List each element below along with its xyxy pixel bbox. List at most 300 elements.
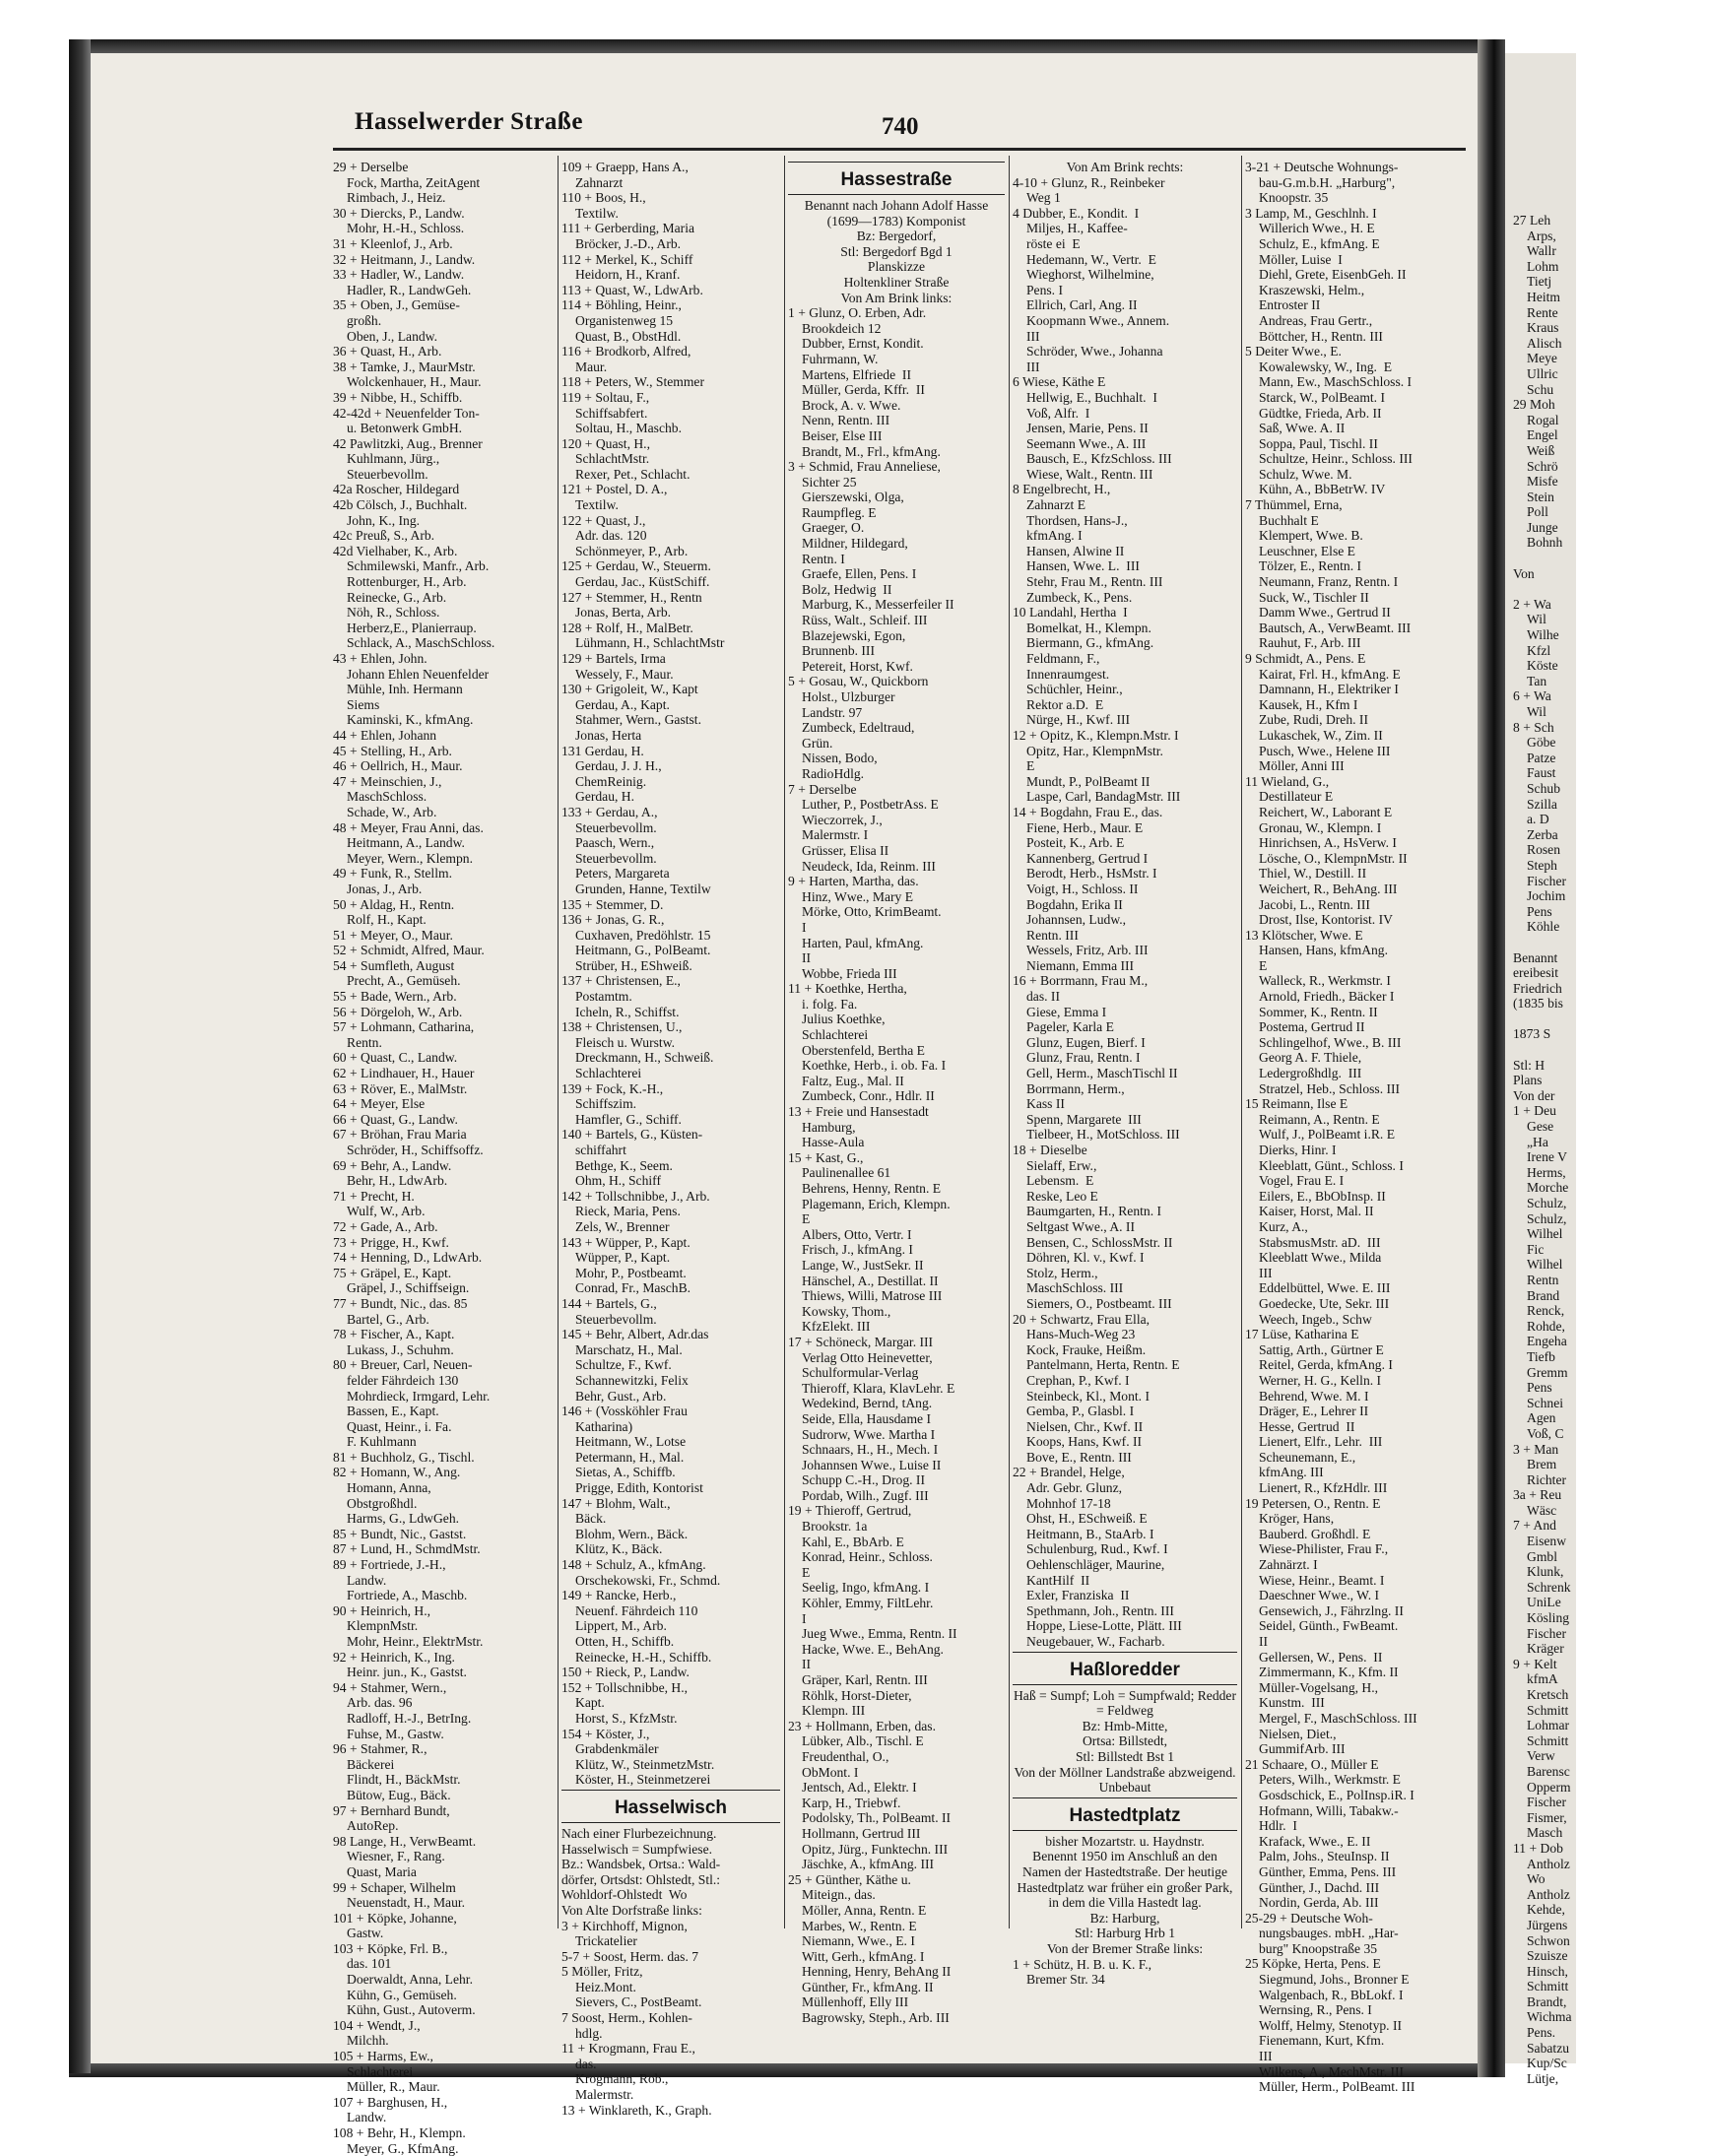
house-number-entry: 112 + Merkel, K., Schiff <box>561 251 693 267</box>
resident-entry: Neuenstadt, H., Maur. <box>347 1895 466 1911</box>
resident-entry: Wieghorst, Wilhelmine, <box>1026 267 1154 283</box>
resident-entry: Schröder, H., Schiffsoffz. <box>347 1143 484 1157</box>
house-number-entry: 20 + Schwartz, Frau Ella, <box>1013 1311 1151 1327</box>
resident-entry: Renck, <box>1527 1303 1565 1319</box>
resident-entry: Kraus <box>1527 320 1559 336</box>
resident-entry: Steuerbevollm. <box>575 819 657 835</box>
resident-entry: Rexer, Pet., Schlacht. <box>575 466 691 482</box>
resident-entry: Döhren, Kl. v., Kwf. I <box>1026 1250 1145 1266</box>
resident-entry: Patze <box>1527 750 1556 765</box>
house-number-entry: 5 + Gosau, W., Quickborn <box>788 674 929 689</box>
resident-entry: Niemann, Emma III <box>1026 957 1135 973</box>
resident-entry: Göbe <box>1527 735 1556 751</box>
house-number-entry: 50 + Aldag, H., Rentn. <box>333 896 455 912</box>
resident-entry: ObMont. I <box>802 1764 859 1780</box>
resident-entry: Wilhel <box>1527 1257 1563 1273</box>
resident-entry: Seide, Ella, Hausdame I <box>802 1410 931 1426</box>
resident-entry: Arb. das. 96 <box>347 1695 413 1711</box>
resident-entry: Eilers, E., BbObInsp. II <box>1259 1188 1386 1204</box>
resident-entry: Gmbl <box>1527 1548 1557 1564</box>
resident-entry: Rente <box>1527 304 1558 320</box>
resident-entry: Engeha <box>1527 1334 1567 1349</box>
resident-entry: Voigt, H., Schloss. II <box>1026 881 1139 896</box>
resident-entry: Mohr, H.-H., Schloss. <box>347 221 465 236</box>
resident-entry: Kleeblatt Wwe., Milda <box>1259 1250 1382 1266</box>
resident-entry: Gese <box>1527 1119 1554 1135</box>
resident-entry: Oberstenfeld, Bertha E <box>802 1042 925 1058</box>
resident-entry: Kaminski, K., kfmAng. <box>347 712 474 728</box>
resident-entry: Mergel, F., MaschSchloss. III <box>1259 1710 1417 1726</box>
house-number-entry: 101 + Köpke, Johanne, <box>333 1910 457 1926</box>
resident-entry: Thieroff, Klara, KlavLehr. E <box>802 1380 955 1396</box>
resident-entry: Kahl, E., BbArb. E <box>802 1534 904 1549</box>
resident-entry: Thiel, W., Destill. II <box>1259 866 1367 882</box>
resident-entry: Gosdschick, E., PolInsp.iR. I <box>1259 1787 1414 1802</box>
resident-entry: Saß, Wwe. A. II <box>1259 421 1346 436</box>
resident-entry: Marschatz, H., Mal. <box>575 1341 683 1357</box>
resident-entry: Kösling <box>1527 1610 1570 1626</box>
resident-entry: Rogal <box>1527 412 1559 427</box>
resident-entry: Kühn, A., BbBetrW. IV <box>1259 482 1386 497</box>
resident-entry: burg" Knoopstraße 35 <box>1259 1940 1378 1956</box>
house-number-entry: 29 Moh <box>1513 397 1555 413</box>
resident-entry: Hedemann, W., Vertr. E <box>1026 251 1156 267</box>
house-number-entry: 131 Gerdau, H. <box>561 743 644 758</box>
resident-entry: Freudenthal, O., <box>802 1748 889 1764</box>
resident-entry: Nürge, H., Kwf. III <box>1026 712 1131 728</box>
resident-entry: Schlack, A., MaschSchloss. <box>347 635 495 651</box>
house-number-entry: 147 + Blohm, Walt., <box>561 1495 671 1511</box>
street-note: Ortsa: Billstedt, <box>1082 1733 1168 1749</box>
resident-entry: Müllenhoff, Elly III <box>802 1994 909 2010</box>
house-number-entry: 39 + Nibbe, H., Schiffb. <box>333 389 463 405</box>
resident-entry: Jacobi, L., Rentn. III <box>1259 896 1370 912</box>
resident-entry: Bagrowsky, Steph., Arb. III <box>802 2010 950 2026</box>
resident-entry: Albers, Otto, Vertr. I <box>802 1226 912 1242</box>
resident-entry: Berodt, Herb., HsMstr. I <box>1026 866 1157 882</box>
house-number-entry: 148 + Schulz, A., kfmAng. <box>561 1557 706 1573</box>
resident-entry: Graefe, Ellen, Pens. I <box>802 566 917 582</box>
resident-entry: Irene V <box>1527 1149 1567 1165</box>
resident-entry: Nenn, Rentn. III <box>802 413 890 428</box>
resident-entry: Jäschke, A., kfmAng. III <box>802 1857 935 1872</box>
house-number-entry: 82 + Homann, W., Ang. <box>333 1465 461 1480</box>
resident-entry: Scheunemann, E., <box>1259 1449 1356 1465</box>
resident-entry: Bensen, C., SchlossMstr. II <box>1026 1234 1173 1250</box>
house-number-entry: 92 + Heinrich, K., Ing. <box>333 1649 455 1665</box>
house-number-entry: 74 + Henning, D., LdwArb. <box>333 1250 483 1266</box>
house-number-entry: 3 + Man <box>1513 1441 1559 1457</box>
resident-entry: röste ei E <box>1026 235 1081 251</box>
house-number-entry: 146 + (Vossköhler Frau <box>561 1404 688 1419</box>
resident-entry: Tiefb <box>1527 1348 1555 1364</box>
resident-entry: Wilkens, A., MechMstr. III <box>1259 2063 1405 2079</box>
resident-entry: Stehr, Frau M., Rentn. III <box>1026 574 1163 590</box>
resident-entry: Jueg Wwe., Emma, Rentn. II <box>802 1626 957 1642</box>
house-number-entry: (1835 bis <box>1513 996 1563 1012</box>
house-number-entry: 32 + Heitmann, J., Landw. <box>333 251 476 267</box>
resident-entry: Nissen, Bodo, <box>802 751 878 766</box>
house-number-entry: 108 + Behr, H., Klempn. <box>333 2125 466 2140</box>
resident-entry: Rolf, H., Kapt. <box>347 912 427 928</box>
resident-entry: Grunden, Hanne, Textilw <box>575 881 711 896</box>
house-number-entry: 55 + Bade, Wern., Arb. <box>333 989 457 1005</box>
resident-entry: Wernsing, R., Pens. I <box>1259 2002 1372 2018</box>
resident-entry: Neugebauer, W., Facharb. <box>1026 1634 1165 1649</box>
house-number-entry: 1 + Glunz, O. Erben, Adr. <box>788 305 927 321</box>
house-number-entry: 114 + Böhling, Heinr., <box>561 297 682 313</box>
resident-entry: Weiß <box>1527 442 1555 458</box>
house-number-entry: 25 + Günther, Käthe u. <box>788 1871 911 1887</box>
house-number-entry: 11 Wieland, G., <box>1245 773 1330 789</box>
resident-entry: Mohrdieck, Irmgard, Lehr. <box>347 1388 491 1404</box>
resident-entry: Graeger, O. <box>802 520 865 536</box>
resident-entry: Schulenburg, Rud., Kwf. I <box>1026 1541 1168 1557</box>
resident-entry: Klempn. III <box>802 1703 866 1719</box>
resident-entry: Cuxhaven, Predöhlstr. 15 <box>575 927 711 943</box>
resident-entry: Wiese, Heinr., Beamt. I <box>1259 1572 1385 1588</box>
resident-entry: kfmAng. III <box>1259 1465 1324 1480</box>
resident-entry: Klütz, K., Bäck. <box>575 1541 663 1557</box>
house-number-entry: 13 + Winklareth, K., Graph. <box>561 2102 712 2118</box>
resident-entry: Frisch, J., kfmAng. I <box>802 1242 913 1258</box>
resident-entry: Köste <box>1527 658 1558 674</box>
resident-entry: Posteit, K., Arb. E <box>1026 835 1125 851</box>
resident-entry: Antholz <box>1527 1886 1570 1902</box>
resident-entry: Kurz, A., <box>1259 1218 1308 1234</box>
resident-entry: Gerdau, A., Kapt. <box>575 696 670 712</box>
resident-entry: Horst, S., KfzMstr. <box>575 1710 678 1726</box>
resident-entry: Güdtke, Frieda, Arb. II <box>1259 405 1382 421</box>
resident-entry: Günther, Emma, Pens. III <box>1259 1863 1397 1879</box>
resident-entry: Junge <box>1527 519 1558 535</box>
resident-entry: KantHilf II <box>1026 1572 1090 1588</box>
house-number-entry: 71 + Precht, H. <box>333 1188 415 1204</box>
resident-entry: Landw. <box>347 1572 387 1588</box>
resident-entry: Oben, J., Landw. <box>347 328 437 344</box>
resident-entry: Schultze, F., Kwf. <box>575 1357 672 1373</box>
house-number-entry: 6 Wiese, Käthe E <box>1013 374 1106 390</box>
resident-entry: Gellersen, W., Pens. II <box>1259 1649 1383 1665</box>
resident-entry: Trickatelier <box>575 1933 637 1949</box>
resident-entry: E <box>1259 957 1268 973</box>
house-number-entry: 1 + Schütz, H. B. u. K. F., <box>1013 1956 1152 1972</box>
resident-entry: Borrmann, Herm., <box>1026 1080 1125 1096</box>
resident-entry: Blohm, Wern., Bäck. <box>575 1526 689 1541</box>
resident-entry: Behrens, Henny, Rentn. E <box>802 1181 942 1196</box>
house-number-entry: 9 + Harten, Martha, das. <box>788 874 919 889</box>
resident-entry: Jürgens <box>1527 1917 1568 1932</box>
house-number-entry: 15 + Kast, G., <box>788 1149 864 1165</box>
resident-entry: Alisch <box>1527 335 1562 351</box>
house-number-entry: 1 + Deu <box>1513 1103 1556 1119</box>
house-number-entry: 5-7 + Soost, Herm. das. 7 <box>561 1948 699 1964</box>
resident-entry: Meyer, Wern., Klempn. <box>347 850 473 866</box>
resident-entry: Quast, Heinr., i. Fa. <box>347 1418 452 1434</box>
house-number-entry: 99 + Schaper, Wilhelm <box>333 1879 456 1895</box>
resident-entry: Verw <box>1527 1748 1555 1764</box>
resident-entry: III <box>1259 1265 1273 1280</box>
column-rule <box>1241 156 1242 1928</box>
resident-entry: Fleisch u. Wurstw. <box>575 1034 676 1050</box>
resident-entry: Petermann, H., Mal. <box>575 1449 685 1465</box>
resident-entry: kfmAng. I <box>1026 528 1083 544</box>
resident-entry: Lippert, M., Arb. <box>575 1618 667 1634</box>
resident-entry: Heitmann, B., StaArb. I <box>1026 1526 1154 1541</box>
house-number-entry: 17 Lüse, Katharina E <box>1245 1327 1359 1342</box>
resident-entry: Möller, Anna, Rentn. E <box>802 1902 927 1918</box>
house-number-entry: 3 Lamp, M., Geschlnh. I <box>1245 205 1377 221</box>
resident-entry: Jochim <box>1527 888 1566 904</box>
directory-column-2 <box>561 160 780 2118</box>
resident-entry: Kass II <box>1026 1096 1065 1112</box>
resident-entry: Nöh, R., Schloss. <box>347 605 440 621</box>
house-number-entry: 42d Vielhaber, K., Arb. <box>333 543 458 558</box>
resident-entry: Organistenweg 15 <box>575 312 674 328</box>
resident-entry: Köhle <box>1527 919 1560 935</box>
resident-entry: Bäckerei <box>347 1756 395 1772</box>
resident-entry: I <box>802 919 807 935</box>
resident-entry: Wilhel <box>1527 1226 1563 1242</box>
resident-entry: Gensewich, J., Fährzlng. II <box>1259 1602 1404 1618</box>
resident-entry: Destillateur E <box>1259 789 1334 805</box>
house-number-entry: 1873 S <box>1513 1026 1551 1042</box>
resident-entry: Bomelkat, H., Klempn. <box>1026 620 1151 635</box>
house-number-entry: 121 + Postel, D. A., <box>561 482 668 497</box>
resident-entry: Julius Koethke, <box>802 1012 886 1027</box>
resident-entry: Zahnärzt. I <box>1259 1557 1318 1573</box>
resident-entry: Malermstr. I <box>802 827 869 843</box>
resident-entry: Szuisze <box>1527 1948 1568 1964</box>
street-heading: Hassestraße <box>840 169 953 190</box>
resident-entry: Reimann, A., Rentn. E <box>1259 1111 1380 1127</box>
resident-entry: Schmitt <box>1527 1979 1569 1994</box>
house-number-entry: 75 + Gräpel, E., Kapt. <box>333 1265 452 1280</box>
house-number-entry: 13 Klötscher, Wwe. E <box>1245 927 1363 943</box>
resident-entry: Fortriede, A., Maschb. <box>347 1588 468 1603</box>
resident-entry: Barensc <box>1527 1763 1570 1779</box>
resident-entry: Mildner, Hildegard, <box>802 536 908 552</box>
resident-entry: Kup/Sc <box>1527 2056 1567 2071</box>
resident-entry: Kröger, Hans, <box>1259 1511 1335 1527</box>
resident-entry: Siemers, O., Postbeamt. III <box>1026 1295 1172 1311</box>
house-number-entry: 56 + Dörgeloh, W., Arb. <box>333 1004 463 1019</box>
resident-entry: Faltz, Eug., Mal. II <box>802 1073 904 1088</box>
house-number-entry <box>1513 935 1710 950</box>
resident-entry: Behrend, Wwe. M. I <box>1259 1388 1369 1404</box>
house-number-entry: 139 + Fock, K.-H., <box>561 1080 664 1096</box>
resident-entry: Pageler, Karla E <box>1026 1019 1114 1035</box>
resident-entry: Blazejewski, Egon, <box>802 627 906 643</box>
resident-entry: Plagemann, Erich, Klempn. <box>802 1196 951 1211</box>
street-note: Benennt 1950 im Anschluß an den Namen der Hastedtstraße. Der heutige Hastedtplatz war früher ein großer Park, in dem die Villa Hastedt lag. <box>1017 1849 1233 1911</box>
resident-entry: Rentn. I <box>802 551 845 566</box>
resident-entry: I <box>802 1610 807 1626</box>
house-number-entry: 3 + Kirchhoff, Mignon, <box>561 1918 688 1933</box>
resident-entry: Brandt, <box>1527 1993 1567 2009</box>
house-number-entry: Stl: H <box>1513 1057 1546 1073</box>
resident-entry: Neuenf. Fährdeich 110 <box>575 1602 698 1618</box>
resident-entry: III <box>1259 2049 1273 2064</box>
resident-entry: Voß, C <box>1527 1425 1564 1441</box>
resident-entry: Mohr, P., Postbeamt. <box>575 1265 687 1280</box>
resident-entry: Heidorn, H., Kranf. <box>575 267 681 283</box>
resident-entry: Pens <box>1527 1380 1552 1396</box>
resident-entry: Zels, W., Brenner <box>575 1218 670 1234</box>
street-heading-rule <box>1013 1684 1237 1685</box>
resident-entry: Wiese-Philister, Frau F., <box>1259 1541 1389 1557</box>
house-number-entry: 43 + Ehlen, John. <box>333 651 428 666</box>
resident-entry: Feldmann, F., <box>1026 651 1100 666</box>
resident-entry: Mohnhof 17-18 <box>1026 1495 1111 1511</box>
resident-entry: Stein <box>1527 489 1554 504</box>
resident-entry: Fischer <box>1527 873 1567 888</box>
resident-entry: Doerwaldt, Anna, Lehr. <box>347 1972 473 1988</box>
resident-entry: Walgenbach, R., BbLokf. I <box>1259 1987 1404 2002</box>
resident-entry: Gell, Herm., MaschTischl II <box>1026 1066 1178 1081</box>
house-number-entry: 77 + Bundt, Nic., das. 85 <box>333 1295 468 1311</box>
resident-entry: Johannsen, Ludw., <box>1026 912 1127 928</box>
house-number-entry: 3 + Schmid, Frau Anneliese, <box>788 459 941 475</box>
house-number-entry: 7 + Derselbe <box>788 781 857 797</box>
resident-entry: Steuerbevollm. <box>575 850 657 866</box>
street-note: Holtenkliner Straße <box>843 274 950 290</box>
resident-entry: III <box>1026 328 1040 344</box>
house-number-entry: 16 + Borrmann, Frau M., <box>1013 973 1149 989</box>
street-heading: Hastedtplatz <box>1069 1804 1181 1826</box>
resident-entry: Grabdenkmäler <box>575 1741 659 1757</box>
resident-entry: Hofmann, Willi, Tabakw.- <box>1259 1802 1399 1818</box>
resident-entry: Schmitt <box>1527 1702 1569 1718</box>
house-number-entry: 73 + Prigge, H., Kwf. <box>333 1234 449 1250</box>
resident-entry: Schlachterei <box>802 1027 869 1043</box>
resident-entry: Kannenberg, Gertrud I <box>1026 850 1149 866</box>
resident-entry: Obstgroßhdl. <box>347 1495 418 1511</box>
resident-entry: II <box>802 1657 812 1672</box>
resident-entry: Eisenw <box>1527 1534 1567 1549</box>
resident-entry: Rosen <box>1527 842 1560 858</box>
house-number-entry: 4 Dubber, E., Kondit. I <box>1013 205 1140 221</box>
resident-entry: Neumann, Franz, Rentn. I <box>1259 574 1399 590</box>
resident-entry: Maur. <box>575 359 608 374</box>
resident-entry: Lienert, R., KfzHdlr. III <box>1259 1480 1388 1496</box>
house-number-entry: 45 + Stelling, H., Arb. <box>333 743 452 758</box>
resident-entry: Hansen, Alwine II <box>1026 543 1125 558</box>
resident-entry: Hans-Much-Weg 23 <box>1026 1327 1136 1342</box>
resident-entry: bau-G.m.b.H. „Harburg", <box>1259 174 1396 190</box>
column-rule <box>558 156 559 1928</box>
resident-entry: Sudrorw, Wwe. Martha I <box>802 1426 936 1442</box>
resident-entry: Zahnarzt E <box>1026 497 1086 513</box>
resident-entry: Böttcher, H., Rentn. III <box>1259 328 1383 344</box>
resident-entry: Andreas, Frau Gertr., <box>1259 312 1373 328</box>
resident-entry: Siems <box>347 696 380 712</box>
house-number-entry: 69 + Behr, A., Landw. <box>333 1157 452 1173</box>
resident-entry: Röhlk, Horst-Dieter, <box>802 1687 912 1703</box>
resident-entry: Heitmann, W., Lotse <box>575 1434 687 1450</box>
resident-entry: Brem <box>1527 1457 1557 1472</box>
resident-entry: Textilw. <box>575 205 619 221</box>
house-number-entry: 129 + Bartels, Irma <box>561 651 666 666</box>
resident-entry: Jensen, Marie, Pens. II <box>1026 421 1149 436</box>
resident-entry: Wichma <box>1527 2009 1572 2025</box>
resident-entry: Antholz <box>1527 1856 1570 1871</box>
resident-entry: Kapt. <box>575 1695 605 1711</box>
resident-entry: Flindt, H., BäckMstr. <box>347 1772 461 1788</box>
resident-entry: Lange, W., JustSekr. II <box>802 1257 924 1273</box>
resident-entry: Georg A. F. Thiele, <box>1259 1050 1362 1066</box>
resident-entry: Strüber, H., EShweiß. <box>575 957 692 973</box>
street-note: Bz: Hmb-Mitte, <box>1082 1718 1168 1733</box>
house-number-entry: 13 + Freie und Hansestadt <box>788 1104 929 1120</box>
house-number-entry: Von der <box>1513 1087 1555 1103</box>
resident-entry: Rektor a.D. E <box>1026 696 1104 712</box>
resident-entry: Spenn, Margarete III <box>1026 1111 1142 1127</box>
resident-entry: Kfzl <box>1527 642 1551 658</box>
resident-entry: Exler, Franziska II <box>1026 1588 1130 1603</box>
resident-entry: Herberz,E., Planierraup. <box>347 620 477 635</box>
resident-entry: SchlachtMstr. <box>575 451 650 467</box>
house-number-entry: 2 + Wa <box>1513 596 1551 612</box>
resident-entry: Schrenk <box>1527 1579 1571 1595</box>
house-number-entry: 104 + Wendt, J., <box>333 2017 421 2033</box>
resident-entry: Wil <box>1527 612 1546 627</box>
resident-entry: Reinecke, H.-H., Schiffb. <box>575 1649 712 1665</box>
resident-entry: Gastw. <box>347 1926 384 1941</box>
street-note: Von Am Brink rechts: <box>1066 160 1184 174</box>
resident-entry: Kehde, <box>1527 1902 1565 1918</box>
resident-entry: Brandt, M., Frl., kfmAng. <box>802 443 941 459</box>
resident-entry: Wilhe <box>1527 627 1559 643</box>
house-number-entry: 120 + Quast, H., <box>561 435 650 451</box>
resident-entry: Eddelbüttel, Wwe. E. III <box>1259 1280 1391 1296</box>
resident-entry: Hasse-Aula <box>802 1135 865 1150</box>
resident-entry: Lohm <box>1527 258 1559 274</box>
resident-entry: Wäsc <box>1527 1502 1557 1518</box>
resident-entry: Heitmann, A., Landw. <box>347 835 465 851</box>
resident-entry: Möller, Luise I <box>1259 251 1343 267</box>
resident-entry: Ellrich, Carl, Ang. II <box>1026 297 1138 313</box>
resident-entry: Petereit, Horst, Kwf. <box>802 658 913 674</box>
resident-entry: ChemReinig. <box>575 773 647 789</box>
house-number-entry: 135 + Stemmer, D. <box>561 896 664 912</box>
running-head-street: Hasselwerder Straße <box>355 108 583 135</box>
resident-entry: Schulz, <box>1527 1210 1567 1226</box>
resident-entry: Wessely, F., Maur. <box>575 666 674 682</box>
resident-entry: Heitmann, G., PolBeamt. <box>575 943 711 958</box>
house-number-entry: 25-29 + Deutsche Woh- <box>1245 1910 1373 1926</box>
house-number-entry <box>1513 1042 1710 1058</box>
resident-entry: Niemann, Wwe., E. I <box>802 1933 915 1949</box>
house-number-entry: 66 + Quast, G., Landw. <box>333 1111 458 1127</box>
resident-entry: Glunz, Frau, Rentn. I <box>1026 1050 1141 1066</box>
house-number-entry: 81 + Buchholz, G., Tischl. <box>333 1449 475 1465</box>
house-number-entry: 125 + Gerdau, W., Steuerm. <box>561 558 711 574</box>
resident-entry: Kraszewski, Helm., <box>1259 282 1365 297</box>
resident-entry: Bohnh <box>1527 535 1563 551</box>
house-number-entry: 46 + Oellrich, H., Maur. <box>333 758 463 774</box>
street-note: Planskizze <box>867 259 926 275</box>
resident-entry: Schnaars, H., H., Mech. I <box>802 1442 939 1458</box>
resident-entry: „Ha <box>1527 1134 1548 1149</box>
house-number-entry: 152 + Tollschnibbe, H., <box>561 1679 689 1695</box>
house-number-entry: 27 Leh <box>1513 213 1551 228</box>
resident-entry: Walleck, R., Werkmstr. I <box>1259 973 1391 989</box>
resident-entry: Jonas, Herta <box>575 727 642 743</box>
house-number-entry: 116 + Brodkorb, Alfred, <box>561 344 691 359</box>
street-heading-rule <box>1013 1830 1237 1831</box>
house-number-entry: 144 + Bartels, G., <box>561 1295 657 1311</box>
